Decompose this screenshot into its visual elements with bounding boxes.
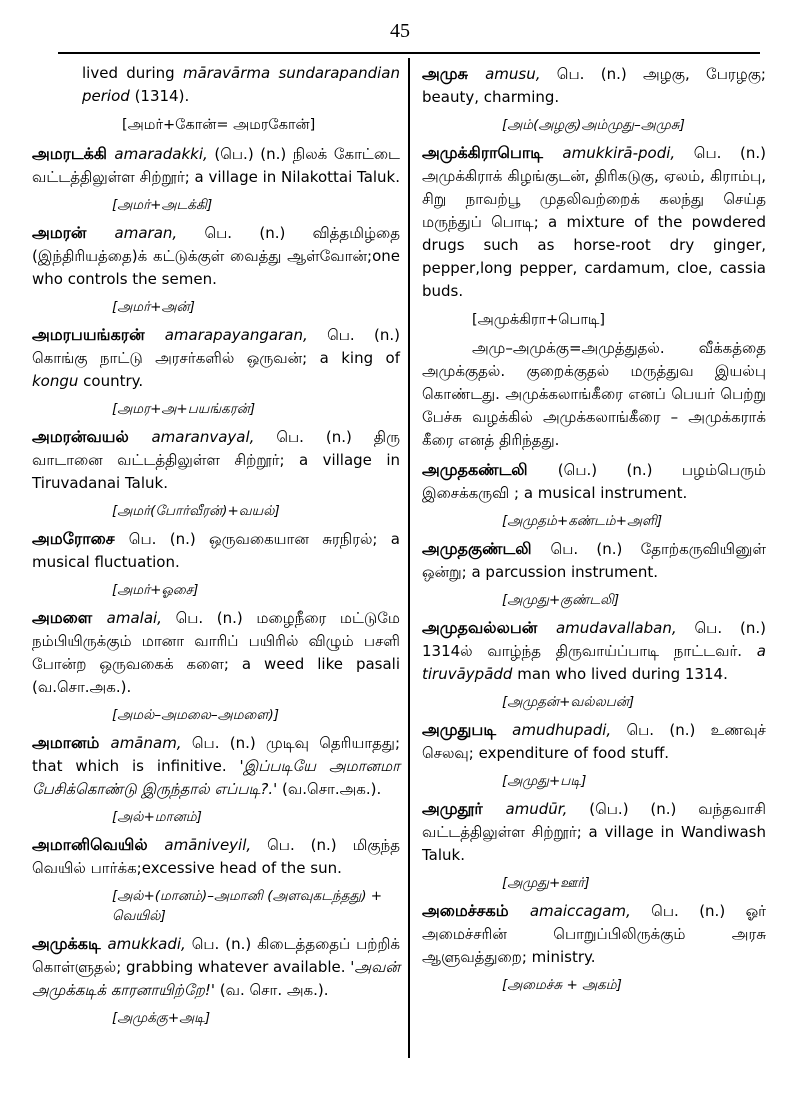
dictionary-entry xyxy=(32,833,400,880)
entry-etymology: [அமைச்சு + அகம்] xyxy=(502,977,622,993)
entry-headword: அமரன்வயல் xyxy=(32,427,152,446)
entry-etymology: [அமர்(போர்வீரன்)+வயல்] xyxy=(112,503,280,519)
entry-text: பெ. (n.) திரு வாடானை வட்டத்திலுள்ள சிற்றூர்; a village in Tiruvadanai Taluk. xyxy=(32,428,400,492)
dictionary-entry xyxy=(32,606,400,699)
entry-text: பெ. (n.) மிகுந்த வெயில் பார்க்க;excessive head of the sun. xyxy=(32,836,400,877)
entry-text: country. xyxy=(78,372,144,390)
dictionary-entry xyxy=(32,731,400,801)
entry-transliteration: amukkadi, xyxy=(107,935,186,953)
entry-etymology: [அமுதம்+கண்டம்+அளி] xyxy=(502,513,663,529)
dictionary-entry xyxy=(32,323,400,393)
column-divider xyxy=(408,58,410,1058)
entry-text: பெ. (n.) 1314ல் வாழ்ந்த திருவாய்ப்பாடி நாட்டவர். xyxy=(422,619,766,660)
entry-text: (பெ.) (n.) வந்தவாசி வட்டத்திலுள்ள சிற்றூர்; a village in Wandiwash Taluk. xyxy=(422,800,766,864)
entry-headword: அமரோசை xyxy=(32,529,129,548)
entry-headword: அமுசு xyxy=(422,64,486,83)
right-column xyxy=(422,62,766,1001)
entry-etymology: [அமர+அ+பயங்கரன்] xyxy=(112,401,256,417)
dictionary-entry xyxy=(422,62,766,109)
entry-transliteration: amudhupadi, xyxy=(512,721,612,739)
entry-etymology: [அமல்–அமலை–அமளை)] xyxy=(112,707,280,723)
dictionary-entry xyxy=(422,899,766,969)
entry-transliteration: amaranvayal, xyxy=(151,428,255,446)
entry-text: man who lived during 1314. xyxy=(512,665,728,683)
entry-etymology: [அமுது+படி] xyxy=(502,773,587,789)
entry-text: (1314). xyxy=(129,87,190,105)
entry-text: பெ. (n.) முடிவு தெரியாதது; that which is infinitive. xyxy=(32,734,400,775)
entry-headword: அமுதகண்டலி xyxy=(422,460,558,479)
dictionary-entry xyxy=(422,797,766,867)
entry-text: பெ. (n.) மழைநீரை மட்டுமே நம்பியிருக்கும் மானா வாரிப் பயிரில் விழும் பசளி போன்ற ஒருவகைக் களை; a weed like pasali (வ.சொ.அக.). xyxy=(32,609,400,696)
entry-transliteration: amalai, xyxy=(106,609,162,627)
entry-etymology: [அமர்+அன்] xyxy=(112,299,195,315)
entry-transliteration: kongu xyxy=(32,372,79,390)
entry-headword: அமானிவெயில் xyxy=(32,835,165,854)
entry-headword: அமுதவல்லபன் xyxy=(422,618,556,637)
entry-text: பெ. (n.) வித்தமிழ்தை (இந்திரியத்தை)க் கட்டுக்குள் வைத்து ஆள்வோன்;one who controls the semen. xyxy=(32,224,401,288)
entry-headword: அமரன் xyxy=(32,223,115,242)
entry-etymology: [அல்+மானம்] xyxy=(112,809,202,825)
entry-etymology: [அமுது+ஊர்] xyxy=(502,875,590,891)
entry-etymology: [அமர்+ஓசை] xyxy=(112,582,199,598)
entry-transliteration: 'அவன் அமுக்கடிக் காரனாயிற்றே!' xyxy=(32,958,400,999)
entry-text: (வ.சொ.அக.). xyxy=(277,780,382,798)
entry-etymology: [அமுது+குண்டலி] xyxy=(502,592,620,608)
entry-etymology: [அமர்+கோன்= அமரகோன்] xyxy=(122,117,316,133)
dictionary-entry xyxy=(32,527,400,574)
entry-transliteration: amaran, xyxy=(114,224,178,242)
entry-etymology: [அம்(அழகு)அம்முது–அமுசு] xyxy=(502,117,685,133)
entry-text: பெ. (n.) அழகு, பேரழகு; beauty, charming. xyxy=(422,65,766,106)
entry-text: பெ. (n.) ஓர் அமைச்சரின் பொறுப்பிலிருக்கும் அரசு ஆளுவத்துறை; ministry. xyxy=(422,902,766,966)
entry-headword: அமுதூர் xyxy=(422,799,506,818)
entry-text: பெ. (n.) கொங்கு நாட்டு அரசர்களில் ஒருவன்; a king of xyxy=(32,326,401,367)
left-column xyxy=(32,62,400,1034)
entry-text: (பெ.) (n.) பழம்பெரும் இசைக்கருவி ; a musical instrument. xyxy=(422,461,766,502)
entry-text: (வ. சொ. அக.). xyxy=(214,981,329,999)
entry-headword: அமுக்கிராபொடி xyxy=(422,143,563,162)
dictionary-entry xyxy=(32,62,400,108)
entry-headword: அமரபயங்கரன் xyxy=(32,325,165,344)
entry-transliteration: a tiruvāypādd xyxy=(422,642,766,683)
entry-transliteration: amukkirā-podi, xyxy=(562,144,676,162)
entry-text: lived during xyxy=(82,64,183,82)
entry-transliteration: amudavallaban, xyxy=(555,619,677,637)
entry-transliteration: amarapayangaran, xyxy=(164,326,308,344)
entry-text: பெ. (n.) தோற்கருவியினுள் ஒன்று; a parcussion instrument. xyxy=(422,540,766,581)
entry-etymology: [அமர்+அடக்கி] xyxy=(112,197,213,213)
dictionary-entry xyxy=(32,425,400,495)
entry-headword: அமளை xyxy=(32,608,107,627)
entry-transliteration: amusu, xyxy=(485,65,541,83)
dictionary-entry xyxy=(422,537,766,584)
dictionary-entry xyxy=(422,718,766,765)
entry-text: பெ. (n.) கிடைத்ததைப் பற்றிக் கொள்ளுதல்; grabbing whatever available. xyxy=(32,935,400,976)
entry-transliteration: māravārma sundarapandian period xyxy=(82,64,401,105)
dictionary-entry xyxy=(32,932,400,1002)
page-number: 45 xyxy=(390,20,410,42)
dictionary-entry xyxy=(32,142,400,189)
entry-transliteration: amāniveyil, xyxy=(164,836,252,854)
entry-text: (பெ.) (n.) நிலக் கோட்டை வட்டத்திலுள்ள சிற்றூர்; a village in Nilakottai Taluk. xyxy=(32,145,401,186)
dictionary-entry xyxy=(422,141,766,303)
entry-transliteration: amaradakki, xyxy=(114,145,208,163)
entry-etymology: [அமுதன்+வல்லபன்] xyxy=(502,694,635,710)
entry-headword: அமரடக்கி xyxy=(32,144,115,163)
entry-text: பெ. (n.) அமுக்கிராக் கிழங்குடன், திரிகடுகு, ஏலம், கிராம்பு, சிறு நாவற்பூ முதலிவற்றைக் கலந்து செய்த மருந்துப் பொடி; a mixture of the powdered drugs such as horse-root dry ginger, pepper,long pepper, cardamum, cloe, cassia buds. xyxy=(422,144,766,300)
entry-etymology: [அல்+(மானம்)–அமானி (அளவுகடந்தது) + வெயில்] xyxy=(112,888,383,924)
dictionary-entry xyxy=(422,458,766,505)
entry-etymology: [அமுக்கு+அடி] xyxy=(112,1010,211,1026)
entry-transliteration: amaiccagam, xyxy=(529,902,631,920)
entry-note: அமு–அமுக்கு=அமுத்துதல். வீக்கத்தை அமுக்குதல். குறைக்குதல் மருத்துவ இயல்பு கொண்டது. அமுக்கலாங்கீரை எனப் பெயர் பெற்று பேச்சு வழக்கில் அமுக்கலாங்கீரை – அமுக்கராக் கீரை எனத் திரிந்தது. xyxy=(422,339,766,449)
entry-headword: அமுதுபடி xyxy=(422,720,513,739)
entry-headword: அமுதகுண்டலி xyxy=(422,539,551,558)
entry-headword: அமானம் xyxy=(32,733,111,752)
entry-headword: அமுக்கடி xyxy=(32,934,108,953)
entry-transliteration: amudūr, xyxy=(505,800,568,818)
entry-text: பெ. (n.) உணவுச் செலவு; expenditure of food stuff. xyxy=(422,721,766,762)
entry-transliteration: amānam, xyxy=(110,734,182,752)
dictionary-entry xyxy=(32,221,400,291)
entry-headword: அமைச்சகம் xyxy=(422,901,530,920)
header-rule xyxy=(58,52,760,54)
entry-etymology: [அமுக்கிரா+பொடி] xyxy=(472,312,606,328)
entry-transliteration: 'இப்படியே அமானமா பேசிக்கொண்டு இருந்தால் எப்படி?.' xyxy=(32,757,400,798)
entry-text: பெ. (n.) ஒருவகையான சுரநிரல்; a musical fluctuation. xyxy=(32,530,401,571)
dictionary-entry xyxy=(422,616,766,686)
